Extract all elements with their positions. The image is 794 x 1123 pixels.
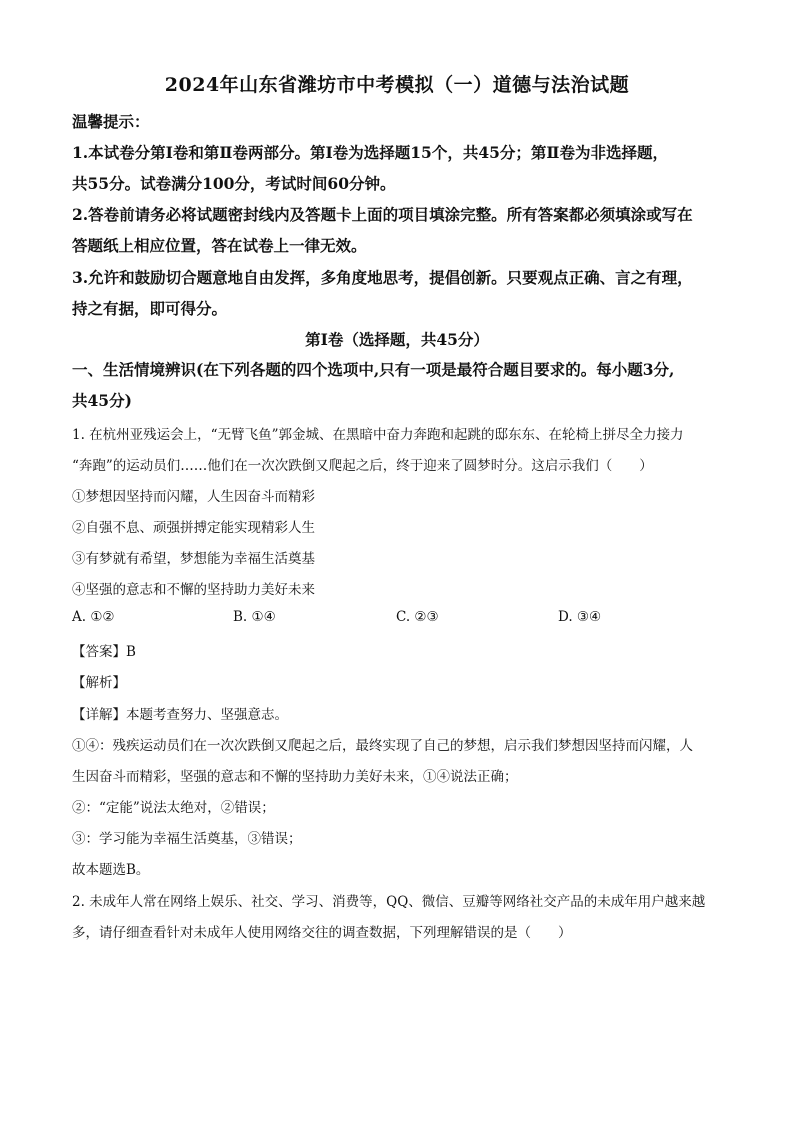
question-1-statement: ④坚强的意志和不懈的坚持助力美好未来 [72,582,315,598]
question-1-option-d: D. ③④ [558,609,602,625]
part-1-heading: 第Ⅰ卷（选择题，共45分） [305,330,489,349]
question-2-stem-line-2: 多，请仔细查看针对未成年人使用网络交往的调查数据，下列理解错误的是（ ） [72,925,572,941]
question-1-statement: ①梦想因坚持而闪耀，人生因奋斗而精彩 [72,489,315,505]
notice-item-3-line-1: 3.允许和鼓励切合题意地自由发挥，多角度地思考，提倡创新。只要观点正确、言之有理， [72,268,693,287]
section-1-heading-line-2: 共45分) [72,391,132,410]
page-title: 2024年山东省潍坊市中考模拟（一）道德与法治试题 [164,74,630,96]
question-1-explanation-2: ②：“定能”说法太绝对，②错误； [72,800,275,816]
question-1-conclusion: 故本题选B。 [72,862,150,878]
question-1-explanation-1-line-2: 生因奋斗而精彩，坚强的意志和不懈的坚持助力美好未来，①④说法正确； [72,769,518,785]
section-1-heading-line-1: 一、生活情境辨识(在下列各题的四个选项中,只有一项是最符合题目要求的。每小题3分, [72,360,675,379]
question-1-explanation-3: ③：学习能为幸福生活奠基，③错误； [72,831,302,847]
question-1-analysis-label: 【解析】 [72,675,126,691]
question-1-statement: ②自强不息、顽强拼搏定能实现精彩人生 [72,520,315,536]
question-1-answer: 【答案】B [72,644,136,660]
notice-item-2-line-2: 答题纸上相应位置，答在试卷上一律无效。 [72,236,367,255]
question-1-statement: ③有梦就有希望，梦想能为幸福生活奠基 [72,551,315,567]
notice-item-1-line-2: 共55分。试卷满分100分，考试时间60分钟。 [72,174,396,193]
question-1-stem-line-1: 1. 在杭州亚残运会上，“无臂飞鱼”郭金城、在黑暗中奋力奔跑和起跳的邸东东、在轮椅上拼尽全力接力 [72,427,684,443]
question-1-detail: 【详解】本题考查努力、坚强意志。 [72,707,288,723]
question-1-option-b: B. ①④ [233,609,276,625]
notice-heading: 温馨提示： [72,112,150,131]
question-1-explanation-1-line-1: ①④：残疾运动员们在一次次跌倒又爬起之后，最终实现了自己的梦想，启示我们梦想因坚持而闪耀，人 [72,738,693,754]
question-1-option-a: A. ①② [72,609,115,625]
question-2-stem-line-1: 2. 未成年人常在网络上娱乐、社交、学习、消费等，QQ、微信、豆瓣等网络社交产品的未成年用户越来越 [72,894,706,910]
notice-item-3-line-2: 持之有据，即可得分。 [72,299,228,318]
notice-item-2-line-1: 2.答卷前请务必将试题密封线内及答题卡上面的项目填涂完整。所有答案都必须填涂或写在 [72,205,693,224]
question-1-stem-line-2: “奔跑”的运动员们……他们在一次次跌倒又爬起之后，终于迎来了圆梦时分。这启示我们（ ） [72,458,653,474]
notice-item-1-line-1: 1.本试卷分第Ⅰ卷和第Ⅱ卷两部分。第Ⅰ卷为选择题15个，共45分；第Ⅱ卷为非选择题， [72,143,668,162]
question-1-option-c: C. ②③ [396,609,439,625]
